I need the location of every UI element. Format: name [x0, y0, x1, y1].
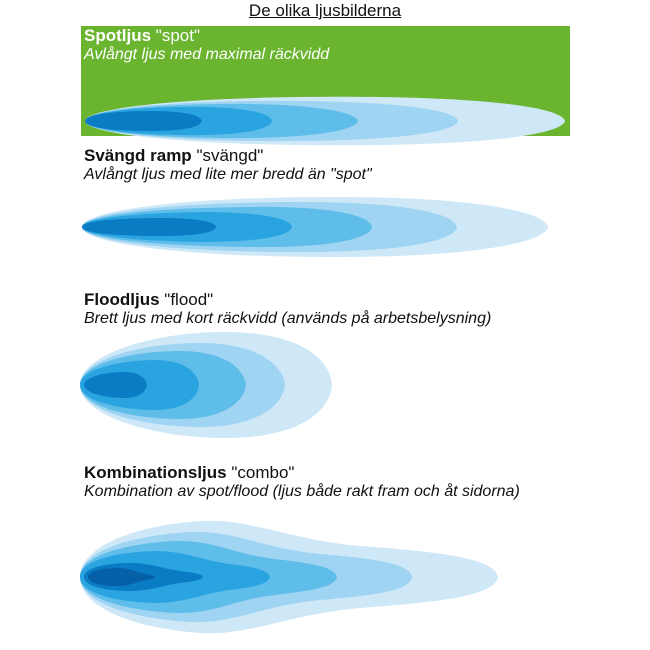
page-title: De olika ljusbilderna: [248, 1, 402, 20]
ramp-description: Avlångt ljus med lite mer bredd än "spot": [84, 166, 372, 183]
spot-beam-diagram: [0, 26, 650, 136]
spot-name: Spotljus: [84, 26, 152, 45]
flood-beam-diagram: [0, 287, 650, 452]
combo-code: "combo": [231, 463, 295, 482]
ramp-code: "svängd": [196, 146, 264, 165]
combo-section: [0, 460, 650, 645]
ramp-beam-layer-5: [82, 218, 216, 236]
combo-beam-diagram: [0, 460, 650, 650]
flood-code: "flood": [164, 290, 214, 309]
spot-beam-layer-5: [85, 111, 202, 131]
spot-code: "spot": [155, 26, 200, 45]
flood-name: Floodljus: [84, 290, 160, 309]
ramp-name: Svängd ramp: [84, 146, 192, 165]
spot-description: Avlångt ljus med maximal räckvidd: [84, 46, 330, 63]
combo-description: Kombination av spot/flood (ljus både rakt fram och åt sidorna): [84, 483, 520, 500]
ramp-beam-diagram: [0, 143, 650, 283]
flood-section: [0, 287, 650, 452]
spot-section: [0, 26, 650, 136]
ramp-section: [0, 143, 650, 283]
combo-name: Kombinationsljus: [84, 463, 227, 482]
flood-description: Brett ljus med kort räckvidd (används på arbetsbelysning): [84, 310, 492, 327]
